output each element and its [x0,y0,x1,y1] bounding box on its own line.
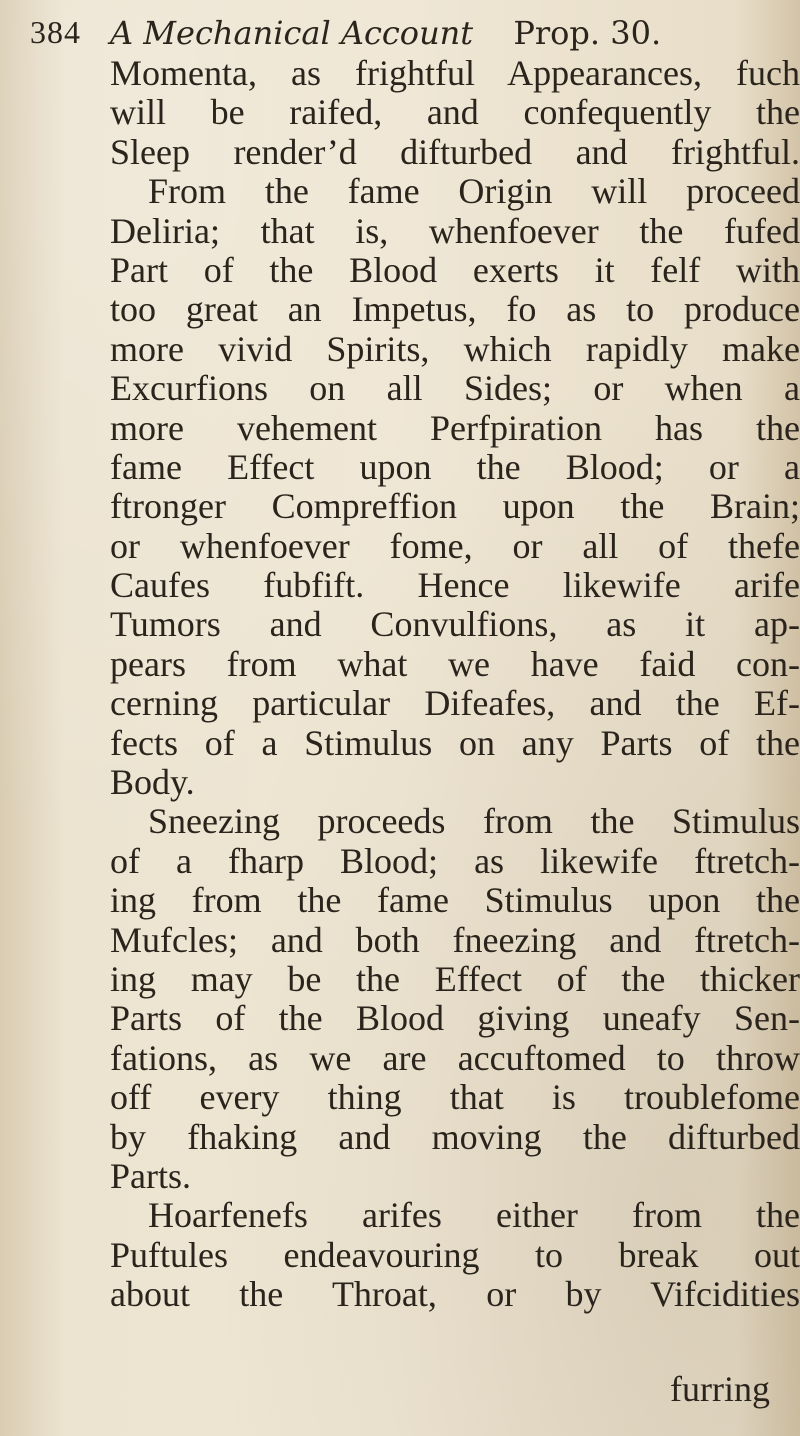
text-line: Sleep render’d difturbed and frightful. [110,132,800,172]
text-line: fations, as we are accuftomed to throw [110,1038,800,1078]
text-line: about the Throat, or by Vifcidities [110,1275,800,1315]
text-line: too great an Impetus, fo as to produce [110,290,800,330]
page-number: 384 [30,14,81,50]
body-text [110,54,800,1315]
text-line: Mufcles; and both fneezing and ftretch- [110,920,800,960]
text-line: ftronger Compreffion upon the Brain; [110,487,800,527]
text-line: cerning particular Difeafes, and the Ef- [110,684,800,724]
text-line: more vehement Perfpiration has the [110,408,800,448]
text-line: Momenta, as frightful Appearances, fuch [110,54,800,93]
running-head-proposition: Prop. 30. [513,14,662,52]
text-line: will be raifed, and confequently the [110,93,800,133]
running-head [110,14,790,52]
text-line: Tumors and Convulfions, as it ap- [110,605,800,645]
text-line: Body. [110,763,195,803]
text-line: by fhaking and moving the difturbed [110,1117,800,1157]
text-line: Parts. [110,1156,191,1196]
text-line: ing may be the Effect of the thicker [110,959,800,999]
text-line: Excurfions on all Sides; or when a [110,369,800,409]
text-line: From the fame Origin will proceed [148,172,800,212]
text-line: fame Effect upon the Blood; or a [110,447,800,487]
catchword: furring [670,1369,770,1409]
text-line: of a fharp Blood; as likewife ftretch- [110,841,800,881]
text-line: Caufes fubfift. Hence likewife arife [110,566,800,606]
text-line: off every thing that is troublefome [110,1078,800,1118]
running-head-title: A Mechanical Account [110,14,474,52]
text-line: fects of a Stimulus on any Parts of the [110,723,800,763]
text-line: pears from what we have faid con- [110,644,800,684]
text-line: Puftules endeavouring to break out [110,1235,800,1275]
text-line: Part of the Blood exerts it felf with [110,250,800,290]
text-line: more vivid Spirits, which rapidly make [110,329,800,369]
text-line: Deliria; that is, whenfoever the fufed [110,211,800,251]
text-line: or whenfoever fome, or all of thefe [110,526,800,566]
text-line: Hoarfenefs arifes either from the [148,1196,800,1236]
text-line: ing from the fame Stimulus upon the [110,881,800,921]
text-line: Parts of the Blood giving uneafy Sen- [110,999,800,1039]
text-line: Sneezing proceeds from the Stimulus [148,802,800,842]
